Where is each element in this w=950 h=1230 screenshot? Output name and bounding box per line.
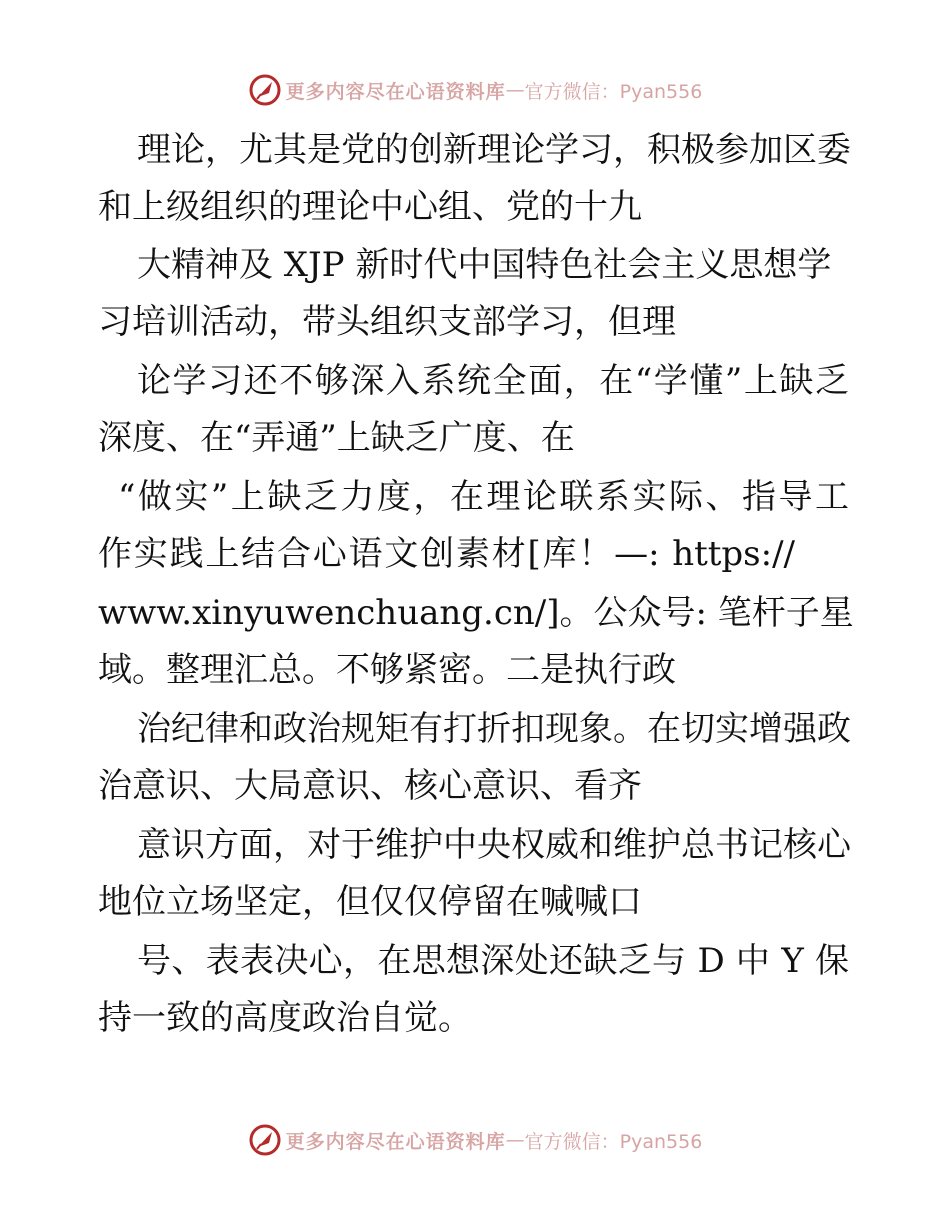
body-line-15: 号、表表决心，在思想深处还缺乏与 D 中 Y 保 [137, 941, 849, 981]
body-line-7: “做实”上缺乏力度，在理论联系实际、指导工 [118, 477, 849, 517]
header-main-text: 更多内容尽在心语资料库 [285, 80, 506, 103]
body-line-11: 治纪律和政治规矩有打折扣现象。在切实增强政 [137, 709, 851, 749]
body-line-14: 地位立场坚定，但仅仅停留在喊喊口 [98, 882, 642, 922]
body-line-10: 域。整理汇总。不够紧密。二是执行政 [98, 650, 676, 690]
body-line-16: 持一致的高度政治自觉。 [98, 998, 472, 1038]
body-line-9: www.xinyuwenchuang.cn/]。公众号: 笔杆子星 [98, 593, 854, 633]
body-line-5: 论学习还不够深入系统全面，在“学懂”上缺乏 [137, 361, 849, 401]
footer-banner [0, 1120, 950, 1160]
header-banner [0, 70, 950, 110]
body-line-1: 理论，尤其是党的创新理论学习，积极参加区委 [137, 130, 851, 170]
body-line-3: 大精神及 XJP 新时代中国特色社会主义思想学 [137, 245, 832, 285]
quill-logo-icon [248, 1123, 282, 1157]
body-line-13: 意识方面，对于维护中央权威和维护总书记核心 [137, 825, 851, 865]
footer-banner-content [248, 1123, 703, 1157]
footer-account-text: 官方微信：Pyan556 [524, 1130, 703, 1153]
body-line-4: 习培训活动，带头组织支部学习，但理 [98, 302, 676, 342]
body-line-6: 深度、在“弄通”上缺乏广度、在 [98, 418, 575, 458]
footer-separator: — [505, 1129, 525, 1151]
quill-logo-icon [248, 73, 282, 107]
header-separator: — [505, 79, 525, 101]
body-line-12: 治意识、大局意识、核心意识、看齐 [98, 766, 642, 806]
header-account-text: 官方微信：Pyan556 [524, 80, 703, 103]
body-line-8: 作实践上结合心语文创素材[库！—: https:// [98, 534, 795, 574]
footer-main-text: 更多内容尽在心语资料库 [285, 1130, 506, 1153]
header-banner-content [248, 73, 703, 107]
body-line-2: 和上级组织的理论中心组、党的十九 [98, 187, 642, 227]
